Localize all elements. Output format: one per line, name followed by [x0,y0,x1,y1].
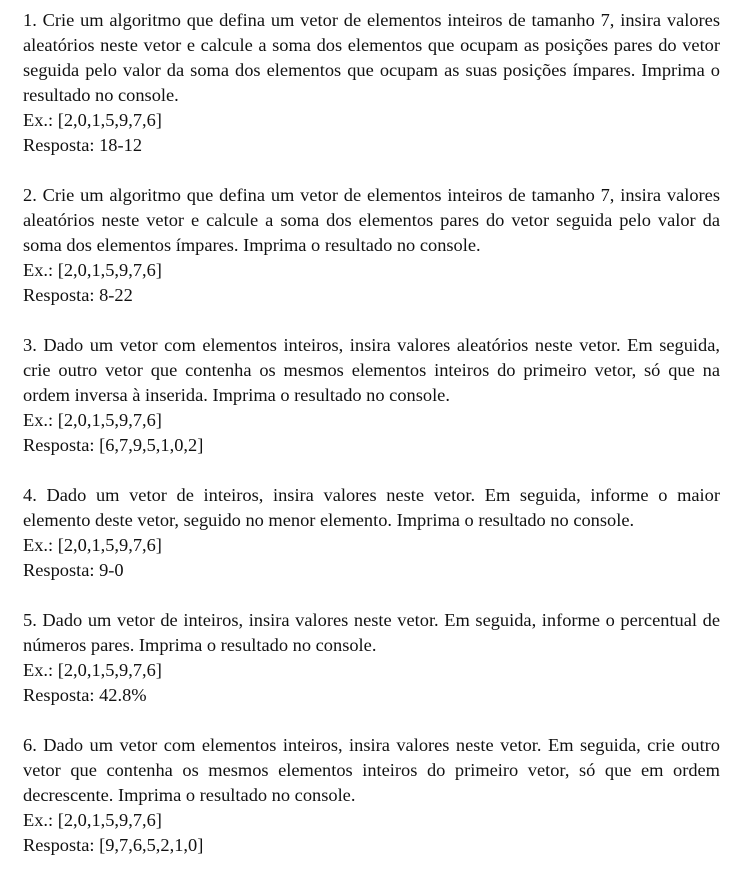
exercise-1 [23,8,720,158]
exercise-example: Ex.: [2,0,1,5,9,7,6] [23,260,162,280]
exercise-2 [23,183,720,308]
exercise-statement: 5. Dado um vetor de inteiros, insira valores neste vetor. Em seguida, informe o percentual de números pares. Imprima o resultado no console. [23,610,720,655]
exercise-example: Ex.: [2,0,1,5,9,7,6] [23,810,162,830]
exercise-example: Ex.: [2,0,1,5,9,7,6] [23,110,162,130]
exercise-4 [23,483,720,583]
exercise-statement: 3. Dado um vetor com elementos inteiros, insira valores aleatórios neste vetor. Em seguida, crie outro vetor que contenha os mesmos elementos inteiros do primeiro vetor, só que na ordem inversa à inserida. Imprima o resultado no console. [23,335,720,405]
exercise-5 [23,608,720,708]
exercise-example: Ex.: [2,0,1,5,9,7,6] [23,660,162,680]
exercise-example: Ex.: [2,0,1,5,9,7,6] [23,410,162,430]
exercise-answer: Resposta: 42.8% [23,685,147,705]
exercise-answer: Resposta: 9-0 [23,560,124,580]
exercise-answer: Resposta: 18-12 [23,135,143,155]
exercise-example: Ex.: [2,0,1,5,9,7,6] [23,535,162,555]
exercise-statement: 1. Crie um algoritmo que defina um vetor de elementos inteiros de tamanho 7, insira valores aleatórios neste vetor e calcule a soma dos elementos que ocupam as posições pares do vetor seguida pelo valor da soma dos elementos que ocupam as suas posições ímpares. Imprima o resultado no console. [23,10,720,105]
exercise-statement: 6. Dado um vetor com elementos inteiros, insira valores neste vetor. Em seguida, crie outro vetor que contenha os mesmos elementos inteiros do primeiro vetor, só que em ordem decrescente. Imprima o resultado no console. [23,735,720,805]
exercise-answer: Resposta: [6,7,9,5,1,0,2] [23,435,204,455]
exercise-answer: Resposta: 8-22 [23,285,133,305]
exercise-answer: Resposta: [9,7,6,5,2,1,0] [23,835,204,855]
exercise-3 [23,333,720,458]
exercise-statement: 4. Dado um vetor de inteiros, insira valores neste vetor. Em seguida, informe o maior elemento deste vetor, seguido no menor elemento. Imprima o resultado no console. [23,485,720,530]
exercise-statement: 2. Crie um algoritmo que defina um vetor de elementos inteiros de tamanho 7, insira valores aleatórios neste vetor e calcule a soma dos elementos pares do vetor seguida pelo valor da soma dos elementos ímpares. Imprima o resultado no console. [23,185,720,255]
exercise-6 [23,733,720,858]
